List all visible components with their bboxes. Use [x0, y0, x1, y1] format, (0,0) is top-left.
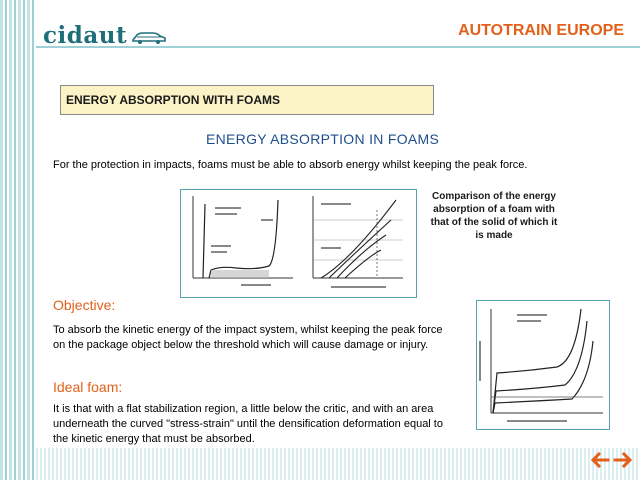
decorative-stripes: [0, 0, 36, 480]
brand-title: AUTOTRAIN EUROPE: [458, 22, 624, 39]
intro-paragraph: For the protection in impacts, foams must be able to absorb energy whilst keeping the peak force.: [53, 159, 528, 171]
stress-strain-figure: [476, 300, 610, 430]
ideal-foam-heading: Ideal foam:: [53, 379, 123, 395]
page-title: ENERGY ABSORPTION IN FOAMS: [206, 131, 440, 147]
logo-text: cidaut: [43, 21, 128, 49]
arrow-left-icon: [590, 451, 610, 469]
cidaut-logo: [43, 18, 167, 52]
comparison-figure-image: [181, 190, 416, 297]
car-icon: [131, 29, 167, 45]
comparison-figure: [180, 189, 417, 298]
next-slide-button[interactable]: [613, 451, 633, 469]
previous-slide-button[interactable]: [590, 451, 610, 469]
figure-caption: Comparison of the energy absorption of a foam with that of the solid of which it is made: [430, 191, 558, 241]
objective-heading: Objective:: [53, 297, 116, 313]
objective-paragraph: To absorb the kinetic energy of the impact system, whilst keeping the peak force on the package object below the threshold which will cause damage or injury.: [53, 324, 443, 351]
footer-band: [36, 448, 640, 480]
ideal-foam-paragraph: It is that with a flat stabilization region, a little below the critic, and with an area underneath the curved "stress-strain" until the densification deformation equal to the kinetic energy that must be absorbed.: [53, 403, 443, 445]
arrow-right-icon: [613, 451, 633, 469]
stress-strain-figure-image: [477, 301, 609, 429]
section-heading-box: [60, 85, 434, 115]
section-heading: ENERGY ABSORPTION WITH FOAMS: [66, 93, 281, 107]
